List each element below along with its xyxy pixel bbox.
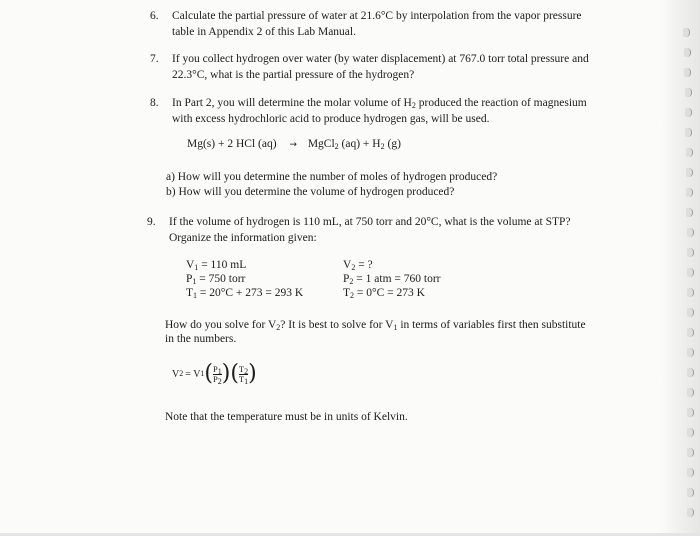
binding-ring [687,468,694,477]
binding-ring [683,28,690,37]
question-text: If the volume of hydrogen is 110 mL, at 750 torr and 20°C, what is the volume at STP? Organize the information given: [169,216,571,244]
binding-ring [687,448,694,457]
binding-edge [660,0,700,536]
question-text: If you collect hydrogen over water (by water displacement) at 767.0 torr total pressure and 22.3°C, what is the partial pressure of the hydrogen? [172,53,589,81]
given-v1: $V_1 = 110$ mL [186,259,247,272]
part-b: b) How will you determine the volume of hydrogen produced? [166,186,455,198]
binding-ring [686,208,693,217]
binding-ring [687,308,694,317]
binding-ring [686,168,693,177]
solve-instructions-line2: in the numbers. [165,333,237,345]
question-7 [150,52,630,84]
binding-ring [686,148,693,157]
solve-instructions: How do you solve for $V_2$? It is best to solve for $V_1$ in terms of variables first then substitute [165,319,586,332]
binding-ring [684,48,691,57]
question-number: 6. [150,10,159,22]
binding-ring [685,128,692,137]
binding-ring [687,368,694,377]
pressure-ratio: $\frac{P_1}{P_2}$ [213,363,222,386]
question-text: Calculate the partial pressure of water at 21.6°C by interpolation from the vapor pressure table in Appendix 2 of this Lab Manual. [172,10,582,38]
binding-ring [686,188,693,197]
right-paren: ) [248,361,257,386]
question-number: 9. [147,216,156,228]
question-number: 7. [150,53,159,65]
binding-ring [687,328,694,337]
given-t1: $T_1 = 20^\circ C + 273 = 293$ K [186,287,304,300]
question-8 [150,96,630,128]
question-number: 8. [150,97,159,109]
binding-ring [687,288,694,297]
binding-ring [687,428,694,437]
part-a: a) How will you determine the number of moles of hydrogen produced? [166,171,498,183]
binding-ring [687,388,694,397]
given-p1: $P_1 = 750$ torr [186,273,246,286]
question-6 [150,9,630,41]
question-text: In Part 2, you will determine the molar volume of $H_2$ produced the reaction of magnesium with excess hydrochloric acid to produce hydrogen gas, will be used. [172,97,587,125]
binding-ring [687,228,694,237]
right-paren: )( [221,361,239,386]
binding-ring [687,408,694,417]
given-p2: $P_2 = 1$ atm = 760 torr [343,273,441,286]
binding-ring [687,348,694,357]
binding-ring [687,508,694,517]
reaction-arrow: → [289,140,297,150]
binding-ring [685,108,692,117]
reaction-equation: Mg(s) + 2 HCl (aq) → MgCl$_2$ $(aq) + H_2$ (g) [187,138,401,151]
binding-ring [687,488,694,497]
question-9 [147,215,627,247]
left-paren: ( [204,361,214,386]
binding-ring [685,88,692,97]
binding-ring [684,68,691,77]
binding-ring [687,248,694,257]
combined-gas-formula: V 2 = V 1 ( $\frac{P_1}{P_2}$ )( $\frac{T_2}{T_1}$ ) [172,361,257,386]
temperature-ratio: $\frac{T_2}{T_1}$ [238,363,249,386]
kelvin-note: Note that the temperature must be in units of Kelvin. [165,411,408,423]
given-t2: $T_2 = 0^\circ C = 273$ K [343,287,425,300]
binding-ring [687,268,694,277]
given-v2: $V_2$ = ? [343,259,373,272]
